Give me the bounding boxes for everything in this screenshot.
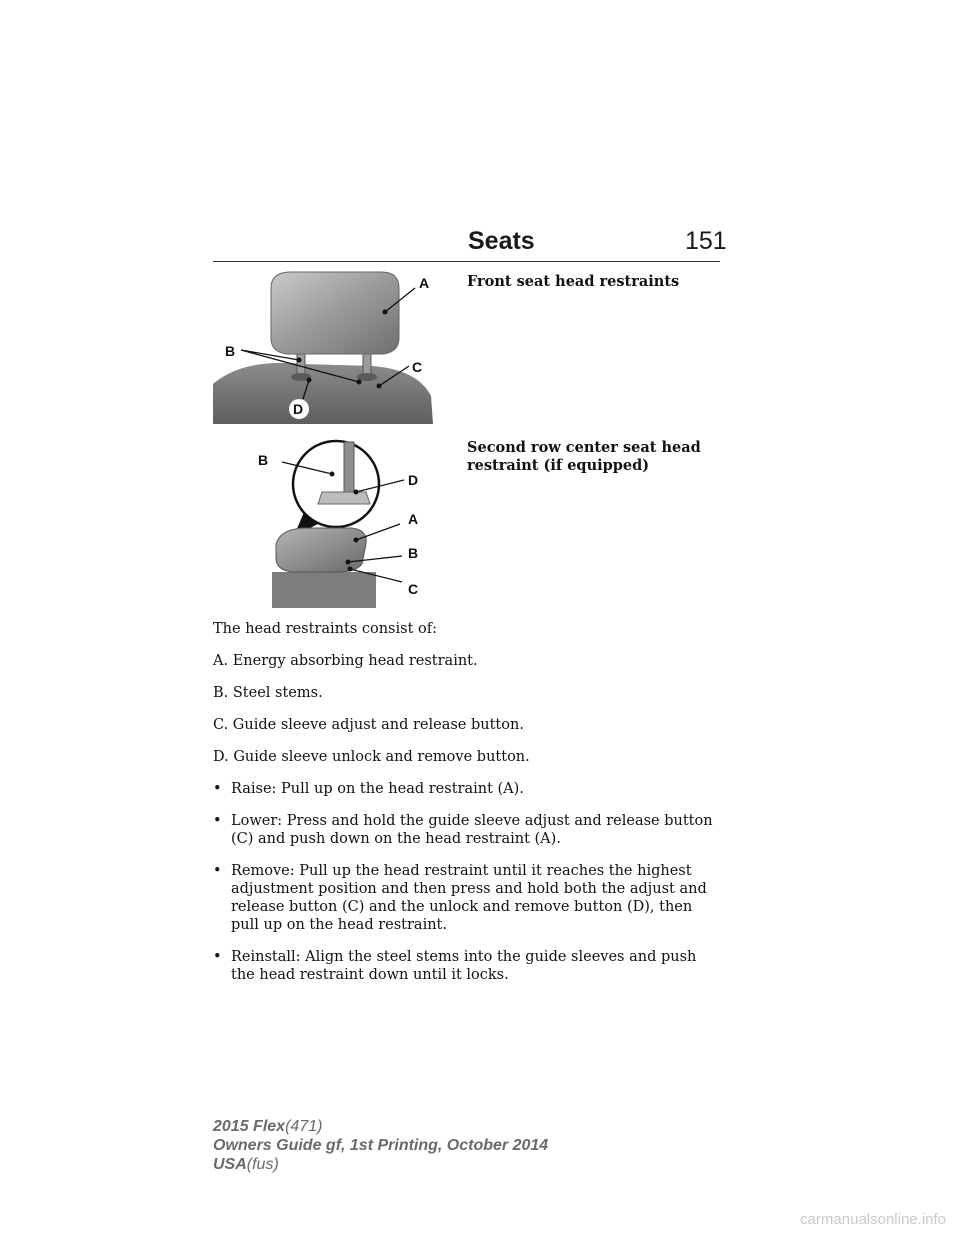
bullet-text: Reinstall: Align the steel stems into the guide sleeves and push the head restraint down until it locks. <box>231 949 697 983</box>
part-item-b: B. Steel stems. <box>213 685 323 701</box>
footer-model: 2015 Flex <box>213 1118 286 1135</box>
bullet-text: Remove: Pull up the head restraint until it reaches the highest adjustment position and then press and hold both the adjust and release button (C) and the unlock and remove button (D), then pull up on the head restraint. <box>231 863 707 933</box>
figure1-caption: Front seat head restraints <box>467 273 680 290</box>
bullet-item-raise <box>213 780 723 798</box>
section-title: Seats <box>468 227 535 255</box>
figure1-label-b: B <box>225 343 236 359</box>
header-divider <box>213 261 720 262</box>
detail-stem <box>344 442 354 498</box>
body-text <box>213 620 723 998</box>
figure2-label-d: D <box>408 472 419 488</box>
bullet-item-remove <box>213 862 723 934</box>
page-number: 151 <box>685 227 727 255</box>
footer-line-1 <box>213 1117 548 1136</box>
footer-model-code: (471) <box>285 1118 323 1135</box>
bullet-icon: • <box>213 949 222 965</box>
front-head-restraint-figure <box>213 266 433 424</box>
footer-printing: Owners Guide gf, 1st Printing, October 2014 <box>213 1137 549 1154</box>
bullet-item-lower <box>213 812 723 848</box>
figure2-caption: Second row center seat head restraint (if equipped) <box>467 439 701 474</box>
figure2-label-b-top: B <box>258 452 269 468</box>
bullet-icon: • <box>213 781 222 797</box>
second-row-head-restraint-figure <box>252 432 432 608</box>
head-restraint-shape <box>276 528 366 572</box>
print-footer <box>213 1117 548 1174</box>
bullet-icon: • <box>213 863 222 879</box>
figure2-label-b: B <box>408 545 419 561</box>
bullet-item-reinstall <box>213 948 723 984</box>
footer-line-3 <box>213 1155 548 1174</box>
part-item-d: D. Guide sleeve unlock and remove button. <box>213 749 530 765</box>
figure2-label-a: A <box>408 511 419 527</box>
footer-line-2 <box>213 1136 548 1155</box>
bullet-text: Lower: Press and hold the guide sleeve adjust and release button (C) and push down on the head restraint (A). <box>231 813 713 847</box>
head-restraint-shape <box>271 272 399 354</box>
footer-market: USA <box>213 1156 247 1173</box>
watermark: carmanualsonline.info <box>800 1211 946 1228</box>
figure1-label-d: D <box>293 401 304 417</box>
figure1-label-c: C <box>412 359 423 375</box>
intro-paragraph: The head restraints consist of: <box>213 621 437 637</box>
bullet-text: Raise: Pull up on the head restraint (A). <box>231 781 524 797</box>
part-item-a: A. Energy absorbing head restraint. <box>213 653 478 669</box>
part-item-c: C. Guide sleeve adjust and release button. <box>213 717 524 733</box>
figure1-label-a: A <box>419 275 430 291</box>
detail-sleeve <box>318 492 370 504</box>
footer-market-code: (fus) <box>246 1156 279 1173</box>
figure2-label-c: C <box>408 581 419 597</box>
seat-back-shape <box>272 572 376 608</box>
bullet-icon: • <box>213 813 222 829</box>
